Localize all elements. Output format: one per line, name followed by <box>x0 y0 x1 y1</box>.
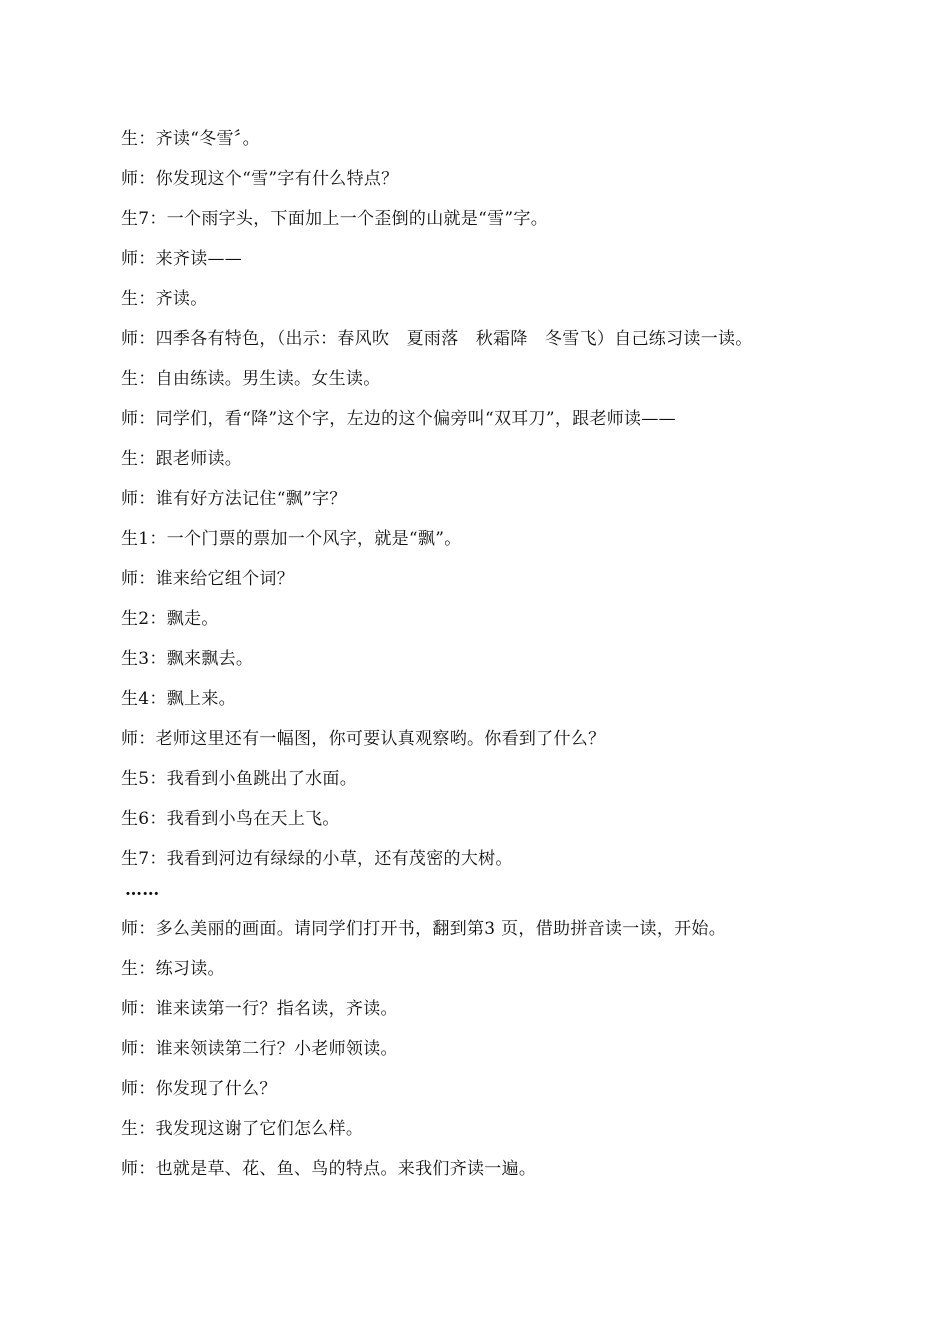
transcript-line: 师：多么美丽的画面。请同学们打开书，翻到第3 页，借助拼音读一读，开始。 <box>121 919 727 939</box>
transcript-line: 生：齐读。 <box>121 289 208 309</box>
transcript-line: 师：四季各有特色，（出示：春风吹 夏雨落 秋霜降 冬雪飞）自己练习读一读。 <box>121 329 753 349</box>
transcript-line: 师：来齐读—— <box>121 249 243 269</box>
transcript-line: 师：谁来领读第二行？小老师领读。 <box>121 1039 398 1059</box>
transcript-body <box>121 119 841 1189</box>
transcript-line: 生：自由练读。男生读。女生读。 <box>121 369 381 389</box>
transcript-line: 生7：一个雨字头，下面加上一个歪倒的山就是“雪”字。 <box>121 209 548 229</box>
transcript-line: 师：同学们，看“降”这个字，左边的这个偏旁叫“双耳刀”，跟老师读—— <box>121 409 676 429</box>
transcript-line: 生3：飘来飘去。 <box>121 649 254 669</box>
transcript-line: 生1：一个门票的票加一个风字，就是“飘”。 <box>121 529 462 549</box>
transcript-line: 生4：飘上来。 <box>121 689 236 709</box>
transcript-line: 生：跟老师读。 <box>121 449 243 469</box>
ellipsis-line: …… <box>125 880 160 900</box>
transcript-line: 师：谁来读第一行？指名读，齐读。 <box>121 999 398 1019</box>
transcript-line: 师：你发现了什么？ <box>121 1079 277 1099</box>
transcript-line: 生：齐读“冬雪〞。 <box>121 129 260 149</box>
transcript-line: 生：练习读。 <box>121 959 225 979</box>
transcript-line: 师：谁有好方法记住“飘”字？ <box>121 489 347 509</box>
transcript-line: 生2：飘走。 <box>121 609 219 629</box>
transcript-line: 师：老师这里还有一幅图，你可要认真观察哟。你看到了什么？ <box>121 729 606 749</box>
transcript-line: 生：我发现这谢了它们怎么样。 <box>121 1119 364 1139</box>
transcript-line: 师：也就是草、花、鱼、鸟的特点。来我们齐读一遍。 <box>121 1159 537 1179</box>
transcript-line: 生7：我看到河边有绿绿的小草，还有茂密的大树。 <box>121 849 513 869</box>
transcript-line: 生6：我看到小鸟在天上飞。 <box>121 809 340 829</box>
transcript-line: 生5：我看到小鱼跳出了水面。 <box>121 769 358 789</box>
transcript-line: 师：你发现这个“雪”字有什么特点？ <box>121 169 399 189</box>
transcript-line: 师：谁来给它组个词？ <box>121 569 294 589</box>
